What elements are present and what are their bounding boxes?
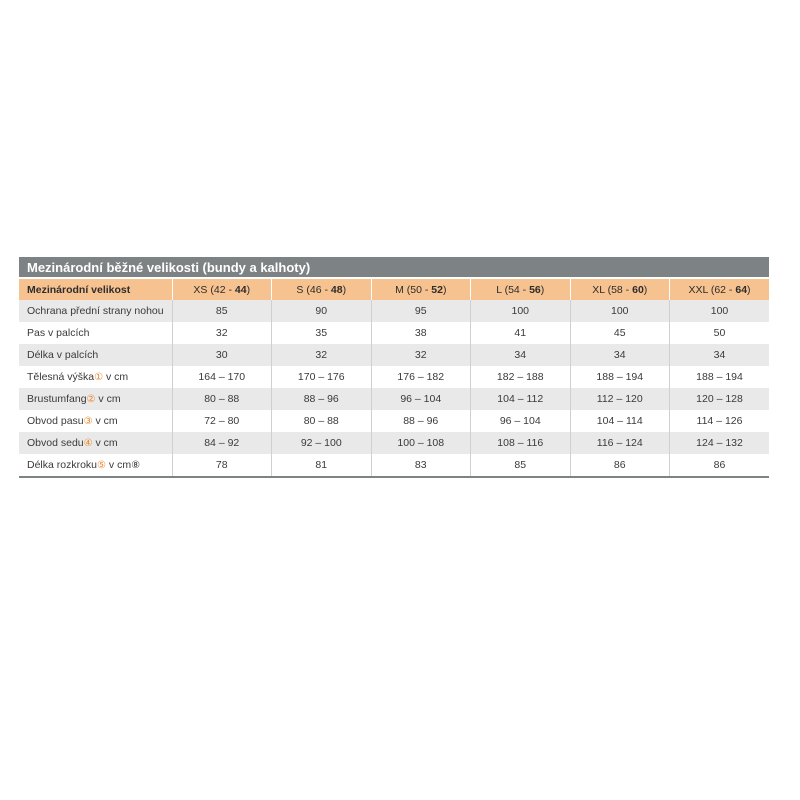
circled-number-icon: ⑧ [131,460,141,471]
row-label-text: Obvod sedu [27,437,84,449]
table-cell: 92 – 100 [272,432,372,454]
size-range-bold: 44 [234,283,247,296]
table-cell: 95 [371,300,471,322]
row-label [19,366,172,388]
table-cell: 72 – 80 [172,410,272,432]
table-cell: 164 – 170 [172,366,272,388]
row-label [19,322,172,344]
size-range-bold: 48 [330,283,343,296]
size-range-open: (50 - [403,283,432,296]
table-cell: 41 [471,322,571,344]
size-name: S [296,283,304,296]
size-range-bold: 60 [632,283,644,296]
row-label [19,300,172,322]
table-cell: 85 [172,300,272,322]
row-label-text: Brustumfang [27,393,87,405]
size-range-close: ) [246,283,251,296]
size-header [471,279,571,300]
table-cell: 170 – 176 [272,366,372,388]
row-label [19,432,172,454]
size-header [272,279,372,300]
table-cell: 78 [172,454,272,477]
size-name: XS [193,283,208,296]
table-cell: 34 [471,344,571,366]
circled-number-icon: ② [86,394,96,405]
size-range-open: (58 - [604,283,633,296]
table-cell: 84 – 92 [172,432,272,454]
circled-number-icon: ⑤ [97,460,106,471]
table-cell: 85 [471,454,571,477]
table-cell: 100 [570,300,670,322]
table-row [19,388,769,410]
size-header [172,279,272,300]
row-label-unit: v cm [95,393,121,405]
table-cell: 182 – 188 [471,366,571,388]
size-header [371,279,471,300]
circled-number-icon: ① [94,372,104,383]
row-label-text: Délka v palcích [27,349,99,361]
table-cell: 116 – 124 [570,432,670,454]
table-cell: 34 [570,344,670,366]
table-cell: 104 – 114 [570,410,670,432]
table-cell: 100 – 108 [371,432,471,454]
size-range-open: (46 - [303,283,331,296]
row-label [19,454,172,477]
table-cell: 80 – 88 [272,410,372,432]
row-label-text: Délka rozkroku [27,459,98,471]
table-cell: 32 [172,322,272,344]
header-label: Mezinárodní velikost [19,279,172,300]
table-cell: 83 [371,454,471,477]
table-cell: 114 – 126 [670,410,770,432]
size-name: L [496,283,502,296]
size-name: M [395,283,404,296]
size-name: XL [592,283,605,296]
circled-number-icon: ③ [83,416,93,427]
size-range-bold: 56 [529,283,541,296]
table-row [19,454,769,477]
table-cell: 188 – 194 [570,366,670,388]
chart-title: Mezinárodní běžné velikosti (bundy a kalhoty) [19,257,769,279]
table-cell: 34 [670,344,770,366]
size-range-close: ) [540,283,545,296]
size-chart [19,257,769,478]
table-cell: 108 – 116 [471,432,571,454]
table-cell: 86 [670,454,770,477]
table-row [19,432,769,454]
table-cell: 96 – 104 [371,388,471,410]
table-cell: 88 – 96 [272,388,372,410]
table-cell: 90 [272,300,372,322]
size-range-open: (54 - [501,283,530,296]
row-label-unit: v cm [103,371,129,383]
table-cell: 86 [570,454,670,477]
row-label-unit: v cm [106,459,132,471]
table-row [19,410,769,432]
table-cell: 30 [172,344,272,366]
table-cell: 35 [272,322,372,344]
row-label-text: Pas v palcích [27,327,90,339]
row-label-unit: v cm [92,437,118,449]
size-range-open: (42 - [207,283,235,296]
table-cell: 100 [471,300,571,322]
size-range-open: (62 - [707,283,736,296]
circled-number-icon: ④ [83,438,93,449]
size-header [670,279,770,300]
table-cell: 96 – 104 [471,410,571,432]
row-label-text: Ochrana přední strany nohou [27,305,164,317]
table-row [19,366,769,388]
table-cell: 38 [371,322,471,344]
table-cell: 80 – 88 [172,388,272,410]
table-cell: 104 – 112 [471,388,571,410]
table-row [19,300,769,322]
row-label-text: Obvod pasu [27,415,84,427]
size-range-close: ) [442,283,447,296]
table-cell: 32 [371,344,471,366]
size-name: XXL [688,283,708,296]
size-range-close: ) [342,283,347,296]
table-cell: 32 [272,344,372,366]
table-cell: 81 [272,454,372,477]
size-range-bold: 52 [431,283,443,296]
table-cell: 176 – 182 [371,366,471,388]
row-label [19,410,172,432]
table-row [19,344,769,366]
row-label-text: Tělesná výška [27,371,95,383]
header-row [19,279,769,300]
table-row [19,322,769,344]
size-range-close: ) [643,283,648,296]
table-cell: 112 – 120 [570,388,670,410]
size-range-bold: 64 [735,283,748,296]
table-cell: 188 – 194 [670,366,770,388]
table-cell: 50 [670,322,770,344]
row-label [19,388,172,410]
row-label [19,344,172,366]
table-cell: 45 [570,322,670,344]
table-cell: 88 – 96 [371,410,471,432]
table-cell: 120 – 128 [670,388,770,410]
table-cell: 124 – 132 [670,432,770,454]
table-cell: 100 [670,300,770,322]
size-header [570,279,670,300]
size-range-close: ) [747,283,751,296]
row-label-unit: v cm [92,415,118,427]
size-table [19,279,769,478]
